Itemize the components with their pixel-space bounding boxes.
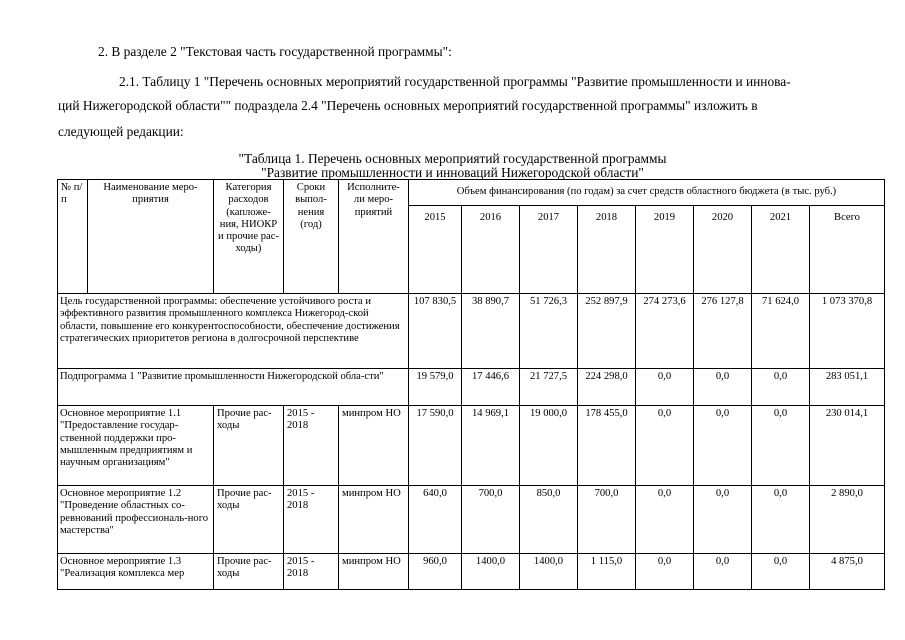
measure-value: 0,0 [694, 406, 752, 486]
table-caption-line-2: "Развитие промышленности и инноваций Нижегородской области" [261, 165, 644, 180]
measure-value: 178 455,0 [578, 406, 636, 486]
header-name: Наименование меро-приятия [88, 180, 214, 294]
measure-total: 4 875,0 [810, 554, 885, 590]
measure-value: 19 000,0 [520, 406, 578, 486]
measure-total: 2 890,0 [810, 486, 885, 554]
measure-value: 960,0 [409, 554, 462, 590]
table-row [58, 486, 885, 554]
measure-executor: минпром НО [339, 554, 409, 590]
header-year-2018: 2018 [578, 206, 636, 294]
measure-value: 640,0 [409, 486, 462, 554]
measure-executor: минпром НО [339, 406, 409, 486]
header-year-2019: 2019 [636, 206, 694, 294]
measure-value: 700,0 [462, 486, 520, 554]
goal-value: 51 726,3 [520, 294, 578, 369]
header-terms: Сроки выпол-нения (год) [284, 180, 339, 294]
measure-value: 0,0 [694, 554, 752, 590]
measure-value: 17 590,0 [409, 406, 462, 486]
subprogram-total: 283 051,1 [810, 369, 885, 406]
measure-terms: 2015 - 2018 [284, 554, 339, 590]
header-total: Всего [810, 206, 885, 294]
measure-value: 0,0 [752, 406, 810, 486]
measure-value: 0,0 [752, 554, 810, 590]
goal-text: Цель государственной программы: обеспечение устойчивого роста и эффективного развития промышленного комплекса Нижегород-ской области, повышение его конкурентоспособности, обеспечение достижения стратегических приоритетов региона в долгосрочной перспективе [58, 294, 409, 369]
goal-value: 71 624,0 [752, 294, 810, 369]
measure-name: Основное мероприятие 1.1 "Предоставление государ-ственной поддержки про-мышленным предприятиям и научным организациям" [58, 406, 214, 486]
paragraph-2-1-line-1: 2.1. Таблицу 1 "Перечень основных мероприятий государственной программы "Развитие промышленности и иннова- [119, 74, 791, 89]
measure-value: 0,0 [694, 486, 752, 554]
measure-name: Основное мероприятие 1.3 "Реализация комплекса мер [58, 554, 214, 590]
measure-value: 0,0 [752, 486, 810, 554]
table-row [58, 406, 885, 486]
measure-executor: минпром НО [339, 486, 409, 554]
measure-value: 700,0 [578, 486, 636, 554]
measure-value: 850,0 [520, 486, 578, 554]
measure-terms: 2015 - 2018 [284, 406, 339, 486]
measure-value: 1400,0 [462, 554, 520, 590]
measure-value: 0,0 [636, 554, 694, 590]
subprogram-value: 0,0 [694, 369, 752, 406]
header-year-2015: 2015 [409, 206, 462, 294]
measures-table [57, 179, 885, 590]
measure-total: 230 014,1 [810, 406, 885, 486]
goal-value: 276 127,8 [694, 294, 752, 369]
header-category: Категория расходов (капложе-ния, НИОКР и прочие рас-ходы) [214, 180, 284, 294]
measure-category: Прочие рас-ходы [214, 554, 284, 590]
table-row [58, 554, 885, 590]
measure-terms: 2015 - 2018 [284, 486, 339, 554]
table-row-goal [58, 294, 885, 369]
measure-value: 0,0 [636, 486, 694, 554]
table-row-subprogram [58, 369, 885, 406]
subprogram-value: 0,0 [636, 369, 694, 406]
header-year-2021: 2021 [752, 206, 810, 294]
paragraph-2-1-line-3: следующей редакции: [58, 124, 184, 139]
subprogram-value: 19 579,0 [409, 369, 462, 406]
goal-value: 252 897,9 [578, 294, 636, 369]
measure-name: Основное мероприятие 1.2 "Проведение областных со-ревнований профессиональ-ного мастерства" [58, 486, 214, 554]
paragraph-2-1-line-2: ций Нижегородской области"" подраздела 2.4 "Перечень основных мероприятий государственной программы" изложить в [58, 98, 758, 113]
table-caption-line-1: "Таблица 1. Перечень основных мероприятий государственной программы [238, 151, 667, 166]
header-num: № п/п [58, 180, 88, 294]
measure-category: Прочие рас-ходы [214, 486, 284, 554]
goal-total: 1 073 370,8 [810, 294, 885, 369]
paragraph-section-2: 2. В разделе 2 "Текстовая часть государственной программы": [98, 44, 452, 59]
subprogram-text: Подпрограмма 1 "Развитие промышленности Нижегородской обла-сти" [58, 369, 409, 406]
subprogram-value: 0,0 [752, 369, 810, 406]
goal-value: 38 890,7 [462, 294, 520, 369]
measure-value: 1400,0 [520, 554, 578, 590]
subprogram-value: 21 727,5 [520, 369, 578, 406]
goal-value: 274 273,6 [636, 294, 694, 369]
measure-value: 0,0 [636, 406, 694, 486]
header-year-2016: 2016 [462, 206, 520, 294]
goal-value: 107 830,5 [409, 294, 462, 369]
measure-category: Прочие рас-ходы [214, 406, 284, 486]
measure-value: 1 115,0 [578, 554, 636, 590]
measure-value: 14 969,1 [462, 406, 520, 486]
subprogram-value: 17 446,6 [462, 369, 520, 406]
header-executors: Исполните-ли меро-приятий [339, 180, 409, 294]
header-funding: Объем финансирования (по годам) за счет средств областного бюджета (в тыс. руб.) [409, 180, 885, 206]
header-year-2017: 2017 [520, 206, 578, 294]
header-year-2020: 2020 [694, 206, 752, 294]
subprogram-value: 224 298,0 [578, 369, 636, 406]
